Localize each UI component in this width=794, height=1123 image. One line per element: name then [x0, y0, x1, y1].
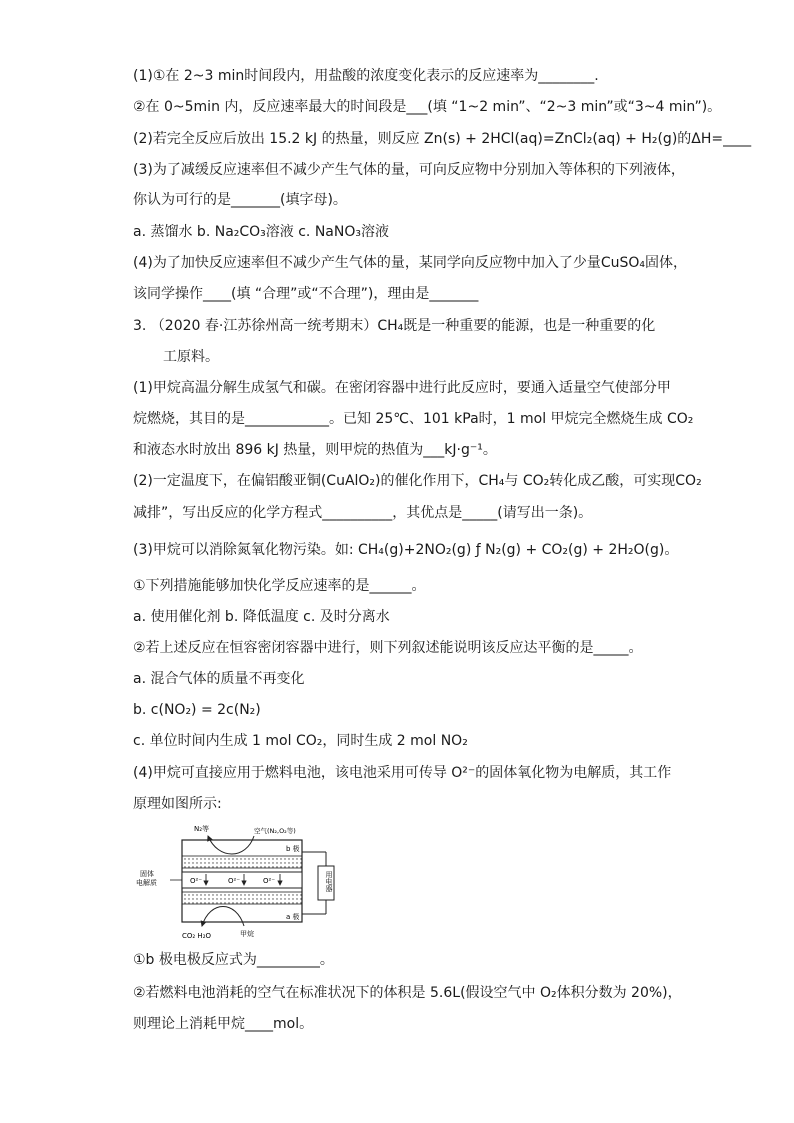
text-line: 烷燃烧，其目的是____________。已知 25℃、101 kPa时，1 mol 甲烷完全燃烧生成 CO₂ [133, 411, 694, 427]
text-line: 则理论上消耗甲烷____mol。 [133, 1016, 314, 1032]
fuel-cell-diagram [136, 822, 336, 944]
text-line: 原理如图所示: [133, 796, 222, 812]
top-gas-label: N₂等 [194, 825, 210, 833]
ion-label: O²⁻ [228, 877, 241, 885]
electrolyte-label: 电解质 [136, 879, 157, 887]
methane-label: 甲烷 [240, 930, 254, 938]
ion-label: O²⁻ [263, 877, 276, 885]
text-line: 减排”，写出反应的化学方程式__________，其优点是_____(请写出一条)。 [133, 505, 593, 521]
text-line: 该同学操作____(填 “合理”或“不合理”)，理由是_______ [133, 286, 479, 302]
b-pole-label: b 极 [286, 845, 300, 853]
text-line: a. 混合气体的质量不再变化 [133, 671, 305, 687]
text-line: (3)甲烷可以消除氮氧化物污染。如: CH₄(g)+2NO₂(g) ƒ N₂(g) + CO₂(g) + 2H₂O(g)。 [133, 542, 679, 558]
text-line: 和液态水时放出 896 kJ 热量，则甲烷的热值为___kJ·g⁻¹。 [133, 442, 497, 458]
text-line: (2)一定温度下，在偏铝酸亚铜(CuAlO₂)的催化作用下，CH₄与 CO₂转化成乙酸，可实现CO₂ [133, 473, 702, 489]
text-line: (3)为了减缓反应速率但不减少产生气体的量，可向反应物中分别加入等体积的下列液体， [133, 162, 685, 178]
text-line: 工原料。 [163, 349, 219, 365]
text-line: (1)①在 2~3 min时间段内，用盐酸的浓度变化表示的反应速率为________. [133, 68, 599, 84]
load-label: 用电器 [325, 871, 333, 892]
text-line: a. 蒸馏水 b. Na₂CO₃溶液 c. NaNO₃溶液 [133, 224, 389, 240]
text-line: (4)为了加快反应速率但不减少产生气体的量，某同学向反应物中加入了少量CuSO₄固体， [133, 255, 687, 271]
air-label: 空气(N₂,O₂等) [254, 827, 296, 835]
text-line: (4)甲烷可直接应用于燃料电池，该电池采用可传导 O²⁻的固体氧化物为电解质，其工作 [133, 765, 672, 781]
text-line: (2)若完全反应后放出 15.2 kJ 的热量，则反应 Zn(s) + 2HCl(aq)=ZnCl₂(aq) + H₂(g)的ΔH=____ [133, 131, 752, 147]
text-line: ①下列措施能够加快化学反应速率的是______。 [133, 578, 426, 594]
text-line: b. c(NO₂) = 2c(N₂) [133, 702, 261, 718]
text-line: ①b 极电极反应式为_________。 [133, 952, 334, 968]
a-pole-label: a 极 [286, 913, 300, 921]
electrolyte-label: 固体 [140, 870, 154, 878]
a-electrode-layer [182, 892, 302, 904]
text-line: ②在 0~5min 内，反应速率最大的时间段是___(填 “1~2 min”、“2~3 min”或“3~4 min”)。 [133, 99, 722, 115]
text-line: 你认为可行的是_______(填字母)。 [133, 192, 347, 208]
text-line: ②若燃料电池消耗的空气在标准状况下的体积是 5.6L(假设空气中 O₂体积分数为 20%)， [133, 985, 682, 1001]
question-number: 3. （2020 春·江苏徐州高一统考期末）CH₄既是一种重要的能源，也是一种重要的化 [133, 318, 656, 334]
text-line: ②若上述反应在恒容密闭容器中进行，则下列叙述能说明该反应达平衡的是_____。 [133, 640, 643, 656]
products-label: CO₂ H₂O [182, 932, 212, 940]
ion-label: O²⁻ [190, 877, 203, 885]
text-line: a. 使用催化剂 b. 降低温度 c. 及时分离水 [133, 609, 390, 625]
b-electrode-layer [182, 856, 302, 868]
text-line: c. 单位时间内生成 1 mol CO₂，同时生成 2 mol NO₂ [133, 733, 468, 749]
text-line: (1)甲烷高温分解生成氢气和碳。在密闭容器中进行此反应时，要通入适量空气使部分甲 [133, 380, 671, 396]
